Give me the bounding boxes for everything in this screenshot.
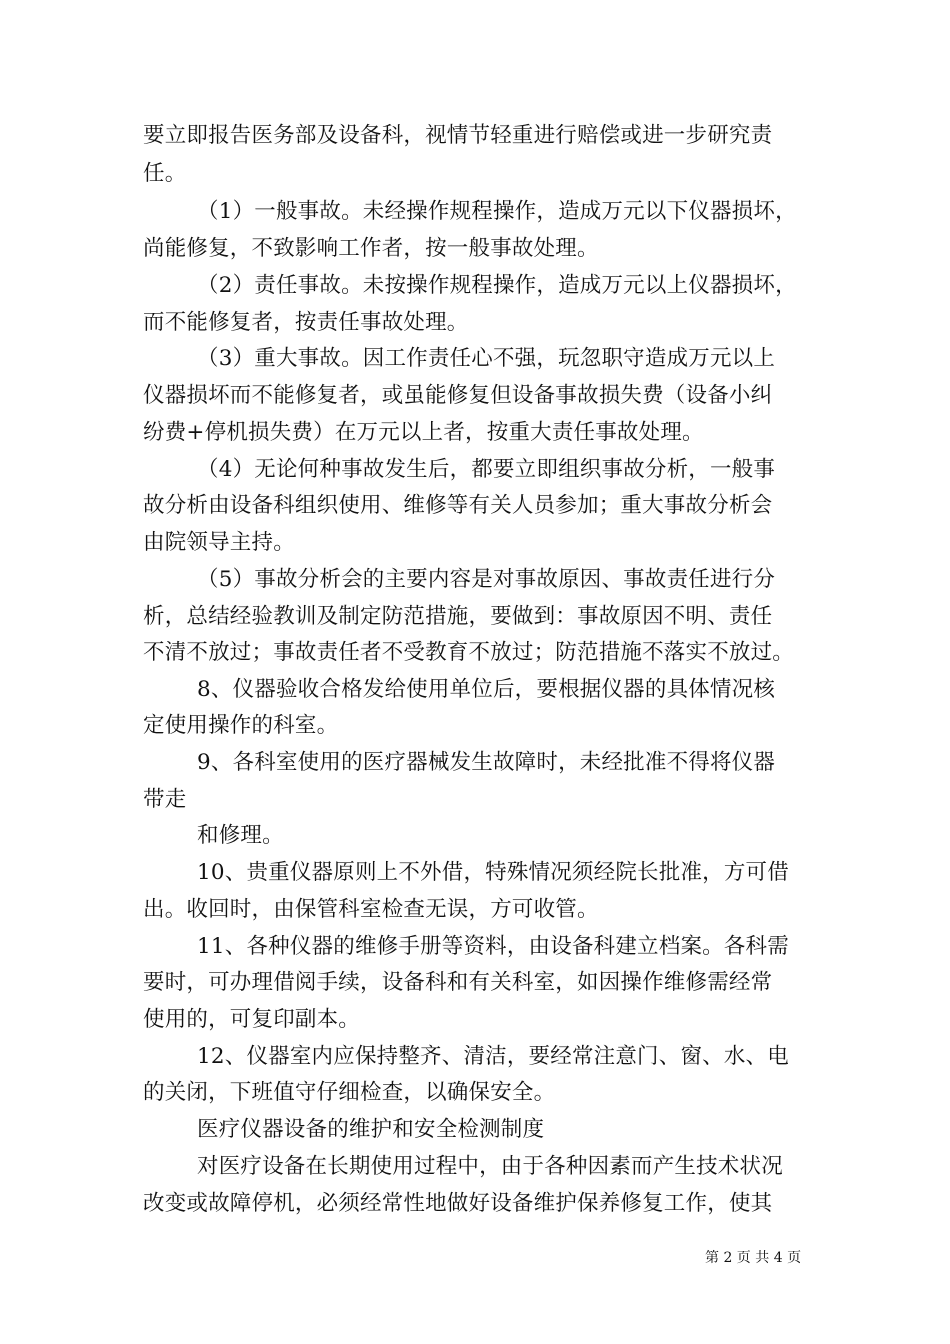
text-line: 出。收回时，由保管科室检查无误，方可收管。	[143, 897, 599, 922]
text-line: 而不能修复者，按责任事故处理。	[143, 310, 469, 335]
text-line: 不清不放过；事故责任者不受教育不放过；防范措施不落实不放过。	[143, 640, 795, 665]
page-number: 第 2 页 共 4 页	[705, 1250, 802, 1266]
text-line: 12、仪器室内应保持整齐、清洁，要经常注意门、窗、水、电	[197, 1044, 789, 1069]
text-line: 带走	[143, 787, 187, 812]
text-line: （1）一般事故。未经操作规程操作，造成万元以下仪器损坏，	[197, 199, 797, 224]
text-line: 要立即报告医务部及设备科，视情节轻重进行赔偿或进一步研究责	[143, 123, 773, 148]
text-line: 和修理。	[197, 823, 284, 848]
text-line: 尚能修复，不致影响工作者，按一般事故处理。	[143, 236, 599, 261]
text-line: 仪器损坏而不能修复者，或虽能修复但设备事故损失费（设备小纠	[143, 383, 773, 408]
text-line: （4）无论何种事故发生后，都要立即组织事故分析，一般事	[197, 457, 776, 482]
text-line: 故分析由设备科组织使用、维修等有关人员参加；重大事故分析会	[143, 493, 773, 518]
text-line: 要时，可办理借阅手续，设备科和有关科室，如因操作维修需经常	[143, 970, 773, 995]
text-line: 8、仪器验收合格发给使用单位后，要根据仪器的具体情况核	[197, 677, 776, 702]
text-line: 析，总结经验教训及制定防范措施，要做到：事故原因不明、责任	[143, 604, 773, 629]
text-line: 定使用操作的科室。	[143, 713, 339, 738]
text-line: （5）事故分析会的主要内容是对事故原因、事故责任进行分	[197, 567, 776, 592]
text-line: 纷费+停机损失费）在万元以上者，按重大责任事故处理。	[143, 420, 704, 445]
text-line: 使用的，可复印副本。	[143, 1007, 361, 1032]
text-line: 对医疗设备在长期使用过程中，由于各种因素而产生技术状况	[197, 1154, 783, 1179]
section-heading: 医疗仪器设备的维护和安全检测制度	[197, 1117, 545, 1142]
text-line: 改变或故障停机，必须经常性地做好设备维护保养修复工作，使其	[143, 1191, 773, 1216]
text-line: 11、各种仪器的维修手册等资料，由设备科建立档案。各科需	[197, 934, 789, 959]
text-line: 由院领导主持。	[143, 530, 295, 555]
text-line: 的关闭，下班值守仔细检查，以确保安全。	[143, 1080, 556, 1105]
text-line: 任。	[143, 161, 187, 186]
text-line: 9、各科室使用的医疗器械发生故障时，未经批准不得将仪器	[197, 750, 776, 775]
text-line: （3）重大事故。因工作责任心不强，玩忽职守造成万元以上	[197, 346, 776, 371]
text-line: 10、贵重仪器原则上不外借，特殊情况须经院长批准，方可借	[197, 860, 789, 885]
text-line: （2）责任事故。未按操作规程操作，造成万元以上仪器损坏，	[197, 273, 797, 298]
